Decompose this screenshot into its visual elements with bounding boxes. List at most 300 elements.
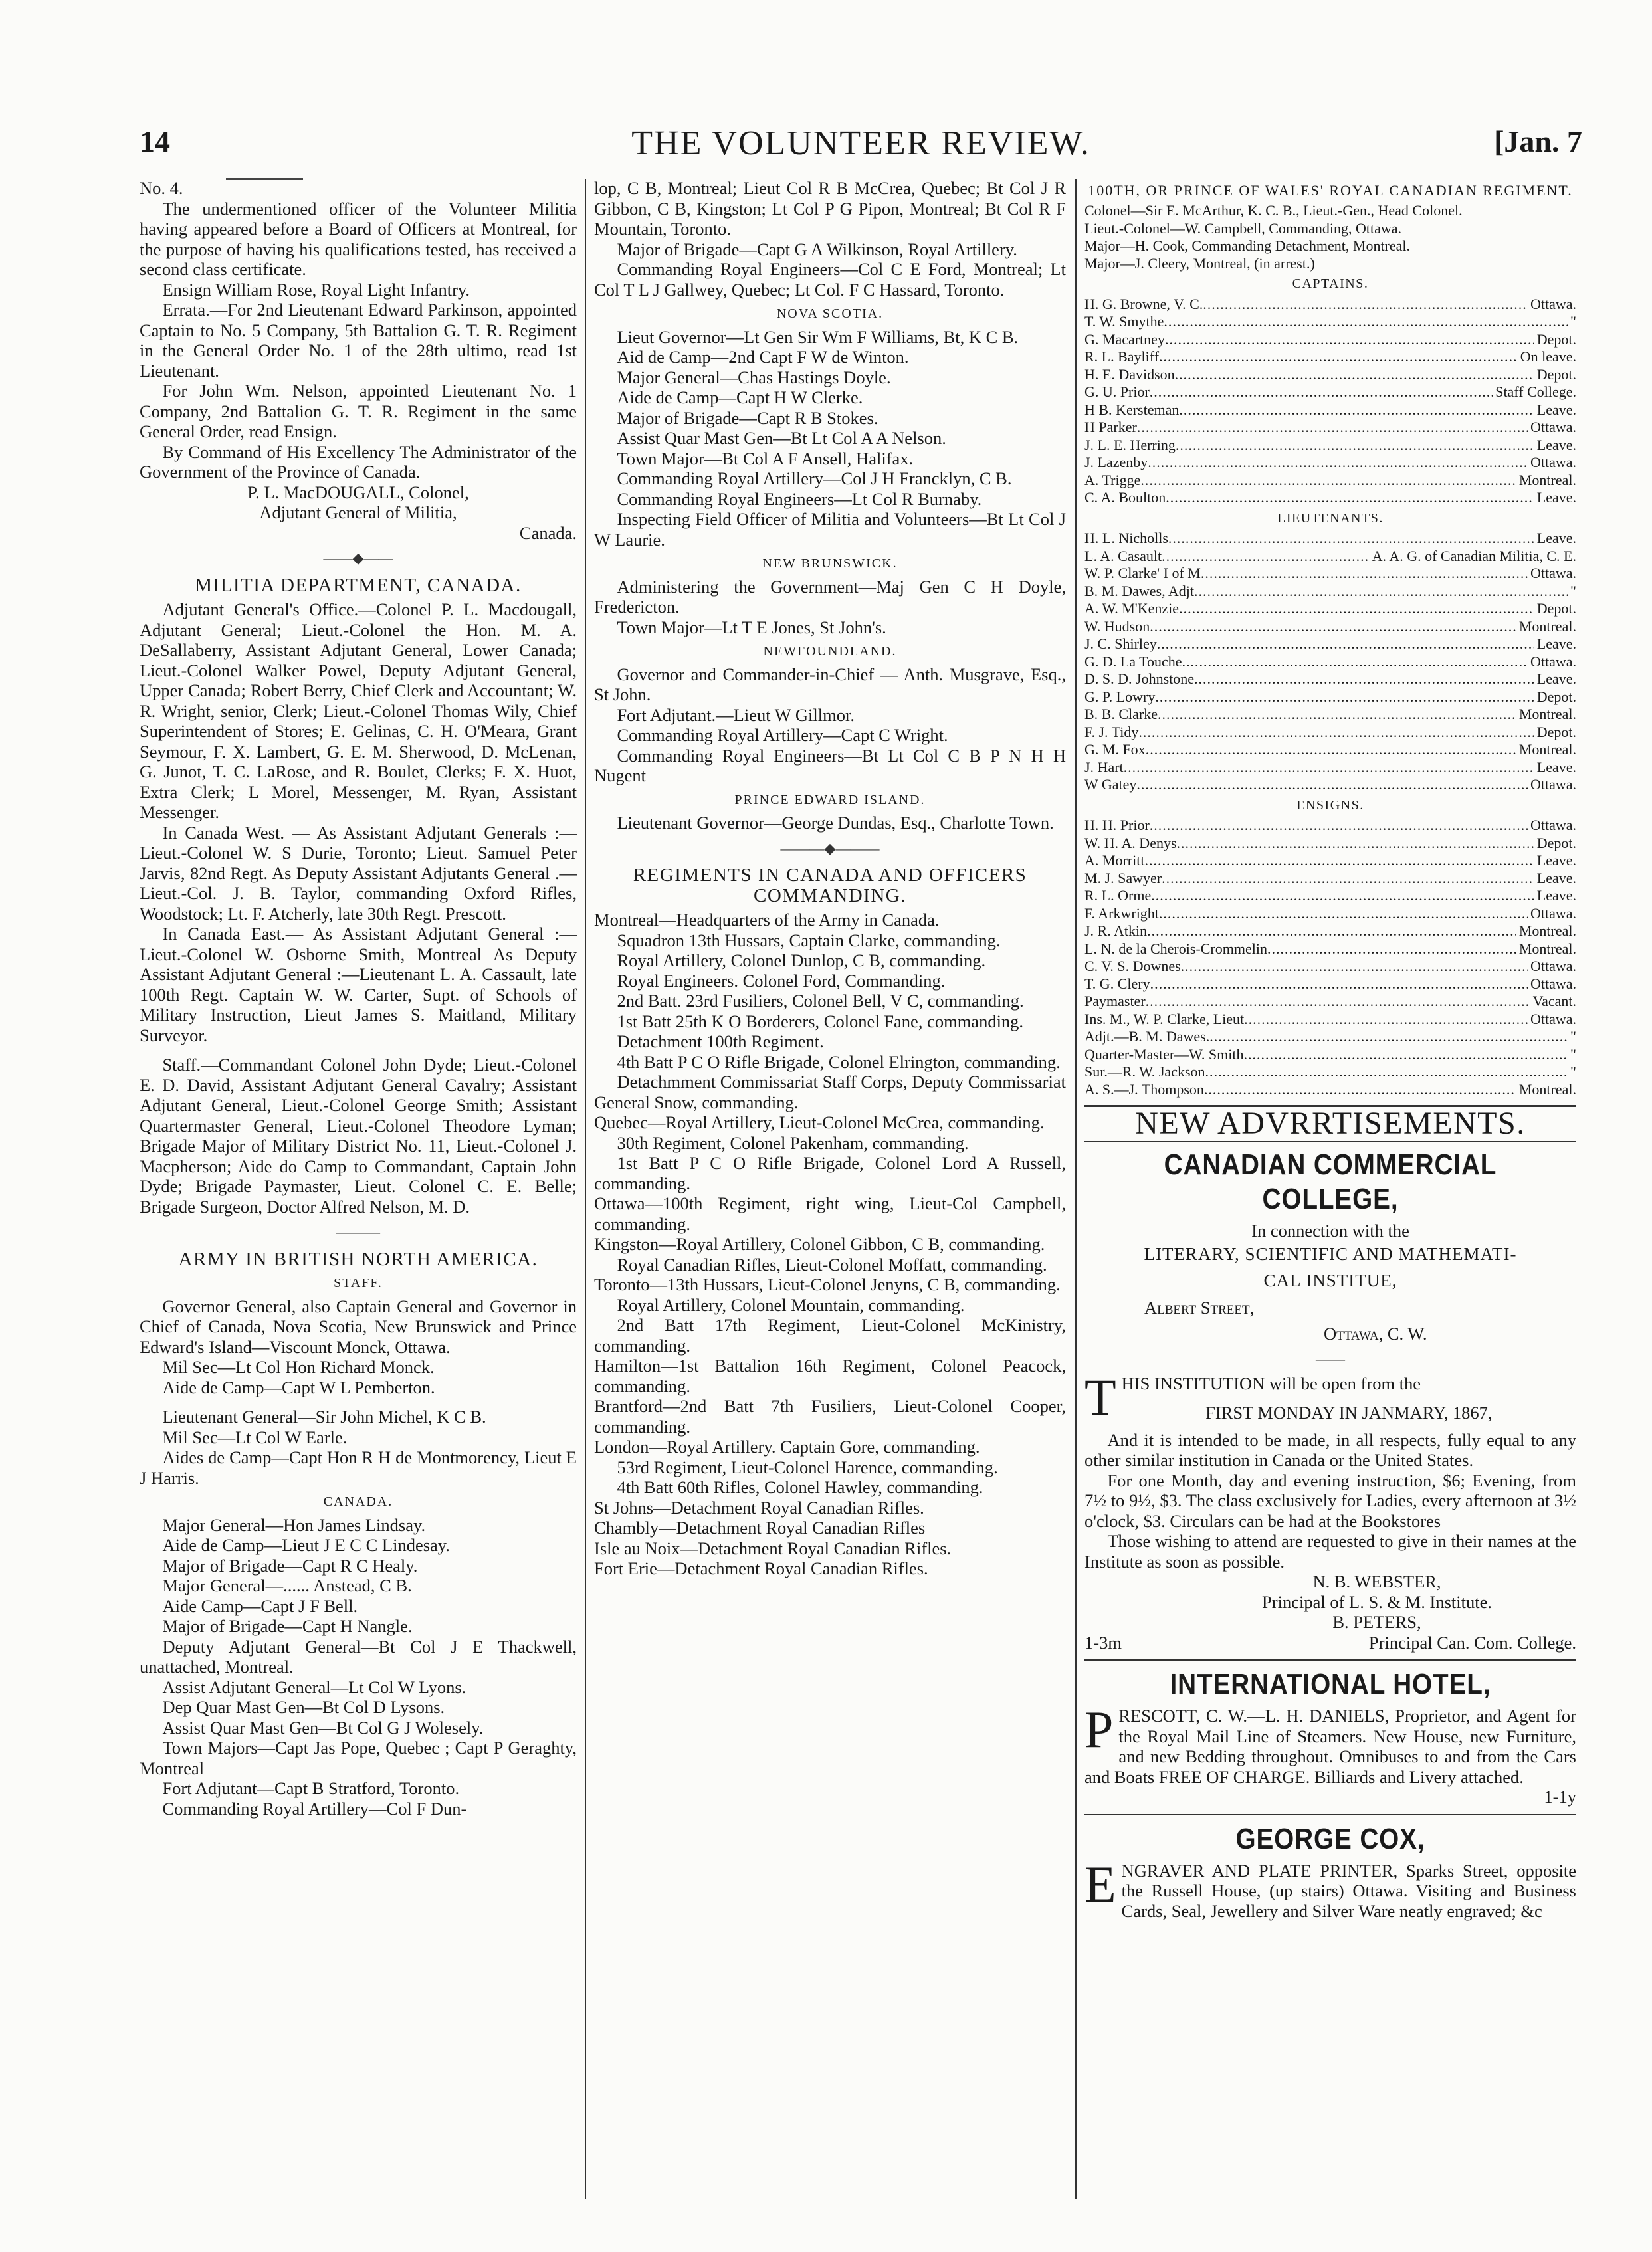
- entry: Ottawa—100th Regiment, right wing, Lieut-Col Campbell, commanding.: [594, 1193, 1066, 1234]
- officer-station: Ottawa.: [1530, 776, 1576, 793]
- entry: Aide de Camp—Capt H W Clerke.: [617, 387, 863, 407]
- leader-dots: [1168, 530, 1534, 548]
- entry: Governor and Commander-in-Chief — Anth. Musgrave, Esq., St John.: [594, 664, 1066, 704]
- officer-station: Leave.: [1536, 887, 1576, 904]
- divider: ———: [336, 1223, 380, 1240]
- officer-name: H. G. Browne, V. C.: [1084, 295, 1203, 312]
- officer-name: G. M. Fox: [1084, 741, 1146, 758]
- lieutenants-list: [1084, 530, 1576, 794]
- entry: Aid de Camp—2nd Capt F W de Winton.: [617, 347, 909, 367]
- officer-name: L. N. de la Cherois-Crommelin: [1084, 940, 1267, 957]
- paragraph: Ensign William Rose, Royal Light Infantry.: [162, 279, 470, 300]
- entry: Town Major—Bt Col A F Ansell, Halifax.: [617, 448, 914, 468]
- officer-name: C. V. S. Downes: [1084, 958, 1181, 974]
- officer-station: Ottawa.: [1530, 975, 1576, 992]
- officer-name: Adjt.—B. M. Dawes.: [1084, 1028, 1210, 1045]
- entry: Major—H. Cook, Commanding Detachment, Montreal.: [1084, 237, 1411, 254]
- column-3: [1084, 178, 1576, 2199]
- entry: Lieutenant Governor—George Dundas, Esq., Charlotte Town.: [617, 813, 1054, 833]
- divider: [1084, 1659, 1576, 1661]
- officer-name: B. M. Dawes, Adjt: [1084, 582, 1194, 599]
- leader-dots: [1146, 993, 1530, 1011]
- roster-row: [1084, 975, 1576, 993]
- leader-dots: [1150, 383, 1493, 401]
- leader-dots: [1176, 437, 1534, 455]
- officer-station: Leave.: [1536, 670, 1576, 687]
- officer-name: Quarter-Master—W. Smith: [1084, 1045, 1244, 1063]
- entry: Major of Brigade—Capt R C Healy.: [162, 1555, 418, 1576]
- officer-name: F. J. Tidy: [1084, 723, 1139, 740]
- officer-name: A. W. M'Kenzie: [1084, 600, 1180, 617]
- leader-dots: [1164, 313, 1568, 331]
- officer-station: Leave.: [1536, 758, 1576, 775]
- officer-station: Ottawa.: [1530, 419, 1576, 435]
- roster-row: [1084, 759, 1576, 777]
- entry: Royal Canadian Rifles, Lieut-Colonel Moffatt, commanding.: [617, 1254, 1047, 1275]
- officer-station: Leave.: [1536, 401, 1576, 418]
- officer-station: Ottawa.: [1530, 295, 1576, 312]
- roster-row: [1084, 958, 1576, 975]
- officer-station: Ottawa.: [1530, 958, 1576, 974]
- officer-station: Vacant.: [1532, 993, 1576, 1009]
- leader-dots: [1179, 600, 1534, 618]
- entry: Royal Engineers. Colonel Ford, Commanding.: [617, 970, 946, 991]
- entry: 30th Regiment, Colonel Pakenham, commanding.: [617, 1132, 969, 1153]
- officer-name: J. R. Atkin: [1084, 922, 1148, 939]
- leader-dots: [1166, 489, 1534, 507]
- entry: Lieutenant General—Sir John Michel, K C B.: [162, 1407, 486, 1427]
- entry: St Johns—Detachment Royal Canadian Rifles.: [594, 1497, 924, 1518]
- paragraph: lop, C B, Montreal; Lieut Col R B McCrea, Quebec; Bt Col J R Gibbon, C B, Kingston; Lt Col P G Pipon, Montreal; Bt Col R F Mountain, Toronto.: [594, 178, 1066, 239]
- officer-station: Ottawa.: [1530, 904, 1576, 922]
- entry: Montreal—Headquarters of the Army in Canada.: [594, 910, 940, 930]
- officer-name: H. H. Prior: [1084, 817, 1150, 833]
- drop-cap: T: [1084, 1368, 1116, 1426]
- roster-row: [1084, 419, 1576, 437]
- roster-row: [1084, 583, 1576, 601]
- leader-dots: [1209, 1028, 1568, 1046]
- entry: Brantford—2nd Batt 7th Fusiliers, Lieut-Colonel Cooper, commanding.: [594, 1396, 1066, 1437]
- roster-row: [1084, 1081, 1576, 1099]
- leader-dots: [1144, 852, 1534, 870]
- officer-station: Staff College.: [1495, 383, 1576, 400]
- leader-dots: [1204, 1081, 1516, 1099]
- officer-station: Ottawa.: [1530, 454, 1576, 470]
- paragraph: Errata.—For 2nd Lieutenant Edward Parkinson, appointed Captain to No. 5 Company, 5th Battalion G. T. R. Regiment in the General Order No. 1 of the 28th ultimo, read 1st Lieutenant.: [140, 300, 577, 381]
- subsection-heading: CANADA.: [323, 1494, 393, 1509]
- entry: Commanding Royal Engineers—Col C E Ford, Montreal; Lt Col T L J Gallwey, Quebec; Lt Col. F C Hassard, Toronto.: [594, 259, 1066, 300]
- officer-station: Montreal.: [1518, 741, 1576, 758]
- newspaper-title: THE VOLUNTEER REVIEW.: [631, 124, 1090, 162]
- drop-cap: E: [1084, 1855, 1116, 1913]
- ad-signature: Principal Can. Com. College.: [1368, 1632, 1576, 1653]
- leader-dots: [1181, 958, 1528, 975]
- entry: 2nd Batt 17th Regiment, Lieut-Colonel McKinistry, commanding.: [594, 1315, 1066, 1356]
- officer-header-list: [1084, 202, 1576, 1098]
- new-advertisements-heading: NEW ADVRRTISEMENTS.: [1084, 1105, 1576, 1142]
- officer-name: Sur.—R. W. Jackson: [1084, 1063, 1205, 1080]
- leader-dots: [1150, 975, 1528, 993]
- officer-station: Montreal.: [1518, 1080, 1576, 1098]
- entry: 2nd Batt. 23rd Fusiliers, Colonel Bell, V C, commanding.: [617, 991, 1024, 1011]
- leader-dots: [1179, 401, 1534, 419]
- officer-station: Leave.: [1536, 489, 1576, 506]
- leader-dots: [1150, 618, 1516, 636]
- roster-row: [1084, 670, 1576, 688]
- entry: Commanding Royal Engineers—Bt Lt Col C B P N H H Nugent: [594, 745, 1066, 785]
- column-1: [140, 178, 577, 2199]
- entry: Commanding Royal Artillery—Capt C Wright.: [617, 725, 948, 745]
- entry: Major of Brigade—Capt H Nangle.: [162, 1616, 413, 1636]
- leader-dots: [1162, 870, 1534, 888]
- roster-row: [1084, 870, 1576, 888]
- ad-signature: B. PETERS,: [1332, 1612, 1421, 1632]
- officer-name: L. A. Casault: [1084, 547, 1162, 564]
- officer-name: C. A. Boulton: [1084, 489, 1166, 506]
- leader-dots: [1182, 653, 1528, 671]
- roster-row: [1084, 331, 1576, 349]
- captains-list: [1084, 296, 1576, 507]
- roster-row: [1084, 922, 1576, 940]
- ensigns-list: [1084, 817, 1576, 1098]
- ad-line: CAL INSTITUE,: [1263, 1271, 1397, 1290]
- roster-row: [1084, 940, 1576, 958]
- officer-station: Leave.: [1536, 852, 1576, 869]
- officer-name: H. L. Nicholls: [1084, 530, 1168, 546]
- leader-dots: [1157, 635, 1534, 653]
- roster-row: [1084, 489, 1576, 507]
- entry: Fort Adjutant.—Lieut W Gillmor.: [617, 704, 855, 725]
- subsection-heading: STAFF.: [334, 1276, 383, 1290]
- list-heading: CAPTAINS.: [1292, 276, 1369, 291]
- leader-dots: [1124, 759, 1534, 777]
- officer-station: Montreal.: [1518, 922, 1576, 939]
- leader-dots: [1194, 670, 1534, 688]
- roster-row: [1084, 1063, 1576, 1081]
- ad-line: HIS INSTITUTION will be open from the: [1121, 1373, 1421, 1393]
- roster-row: [1084, 600, 1576, 618]
- entry: Town Major—Lt T E Jones, St John's.: [617, 617, 886, 637]
- entry: 4th Batt P C O Rifle Brigade, Colonel Elrington, commanding.: [617, 1051, 1061, 1072]
- entry: Hamilton—1st Battalion 16th Regiment, Colonel Peacock, commanding.: [594, 1356, 1066, 1396]
- officer-name: J. Lazenby: [1084, 454, 1148, 470]
- column-2: [594, 178, 1066, 2199]
- roster-row: [1084, 1011, 1576, 1029]
- leader-dots: [1175, 366, 1534, 384]
- leader-dots: [1158, 706, 1516, 724]
- entry: Detachment 100th Regiment.: [617, 1031, 824, 1051]
- drop-cap: P: [1084, 1700, 1114, 1758]
- leader-dots: [1140, 472, 1516, 490]
- officer-name: H Parker: [1084, 419, 1137, 435]
- entry: Mil Sec—Lt Col Hon Richard Monck.: [162, 1357, 435, 1377]
- ad-signature: Principal of L. S. & M. Institute.: [1262, 1591, 1492, 1612]
- officer-station: Depot.: [1536, 600, 1576, 617]
- officer-name: A. S.—J. Thompson: [1084, 1080, 1204, 1098]
- officer-name: J. L. E. Herring: [1084, 436, 1176, 453]
- column-divider: [585, 179, 586, 2199]
- officer-name: J. C. Shirley: [1084, 635, 1157, 652]
- entry: 4th Batt 60th Rifles, Colonel Hawley, commanding.: [617, 1477, 983, 1497]
- officer-station: Leave.: [1536, 436, 1576, 453]
- roster-row: [1084, 724, 1576, 742]
- officer-name: Ins. M., W. P. Clarke, Lieut: [1084, 1010, 1245, 1027]
- ad-line: FIRST MONDAY IN JANMARY, 1867,: [1205, 1403, 1493, 1423]
- issue-date: [Jan. 7: [1494, 124, 1582, 158]
- leader-dots: [1147, 922, 1516, 940]
- leader-dots: [1138, 724, 1534, 742]
- entry: Assist Adjutant General—Lt Col W Lyons.: [162, 1677, 466, 1697]
- leader-dots: [1243, 1046, 1568, 1064]
- officer-station: Leave.: [1536, 530, 1576, 546]
- roster-row: [1084, 835, 1576, 853]
- entry: Commanding Royal Engineers—Lt Col R Burnaby.: [617, 488, 982, 509]
- officer-name: Paymaster: [1084, 993, 1146, 1009]
- officer-name: R. L. Bayliff: [1084, 348, 1160, 365]
- roster-row: [1084, 472, 1576, 490]
- entry: Aide de Camp—Capt W L Pemberton.: [162, 1377, 435, 1397]
- leader-dots: [1267, 940, 1516, 958]
- entry: Colonel—Sir E. McArthur, K. C. B., Lieut.-Gen., Head Colonel.: [1084, 202, 1463, 219]
- subsection-heading: PRINCE EDWARD ISLAND.: [734, 792, 926, 807]
- leader-dots: [1155, 688, 1534, 706]
- officer-name: W. H. A. Denys: [1084, 834, 1177, 851]
- paragraph: Staff.—Commandant Colonel John Dyde; Lieut.-Colonel E. D. David, Assistant Adjutant General Cavalry; Assistant Adjutant General, Lieut.-Colonel George Smith; Assistant Quartermaster General, Lieut.-Colonel Theodore Lyman; Brigade Major of Military District No. 11, Lieut.-Colonel J. Macpherson; Aide do Camp to Commandant, Captain John Dyde; Brigade Paymaster, Lieut. Colonel C. E. Belle; Brigade Surgeon, Doctor Alfred Nelson, M. D.: [140, 1055, 577, 1217]
- leader-dots: [1203, 296, 1528, 314]
- officer-station: Ottawa.: [1530, 653, 1576, 670]
- ad-code: 1-3m: [1084, 1632, 1122, 1653]
- ad-heading: GEORGE COX,: [1235, 1822, 1425, 1855]
- roster-row: [1084, 776, 1576, 794]
- entry: Administering the Government—Maj Gen C H Doyle, Fredericton.: [594, 576, 1066, 617]
- officer-station: Depot.: [1536, 688, 1576, 705]
- entry: Commanding Royal Artillery—Col J H Francklyn, C B.: [617, 468, 1012, 488]
- leader-dots: [1150, 817, 1528, 835]
- ad-paragraph: For one Month, day and evening instruction, $6; Evening, from 7½ to 9½, $3. The class exclusively for Ladies, every afternoon at 3½ o'clock, $3. Circulars can be had at the Bookstores: [1084, 1470, 1576, 1531]
- roster-row: [1084, 401, 1576, 419]
- officer-name: W Gatey: [1084, 776, 1137, 793]
- officer-station: Montreal.: [1518, 706, 1576, 722]
- officer-name: G. P. Lowry: [1084, 688, 1156, 705]
- ornamental-divider: ——◆——: [323, 550, 393, 566]
- entry: London—Royal Artillery. Captain Gore, commanding.: [594, 1437, 980, 1457]
- roster-row: [1084, 852, 1576, 870]
- order-number: No. 4.: [140, 178, 183, 198]
- section-heading: REGIMENTS IN CANADA AND OFFICERS COMMANDING.: [633, 865, 1027, 906]
- ad-line: In connection with the: [1251, 1220, 1409, 1241]
- paragraph: Governor General, also Captain General and Governor in Chief of Canada, Nova Scotia, New Brunswick and Prince Edward's Island—Viscount Monck, Ottawa.: [140, 1296, 577, 1357]
- officer-station: Montreal.: [1518, 940, 1576, 957]
- roster-row: [1084, 454, 1576, 472]
- ad-line: LITERARY, SCIENTIFIC AND MATHEMATI-: [1144, 1244, 1517, 1264]
- divider: [1084, 1814, 1576, 1815]
- roster-row: [1084, 313, 1576, 331]
- officer-name: W. P. Clarke' I of M: [1084, 565, 1201, 581]
- entry: Royal Artillery, Colonel Dunlop, C B, commanding.: [617, 950, 986, 970]
- leader-dots: [1146, 741, 1516, 759]
- officer-name: F. Arkwright: [1084, 904, 1159, 922]
- officer-station: Ottawa.: [1530, 817, 1576, 833]
- entry: Major of Brigade—Capt G A Wilkinson, Royal Artillery.: [617, 239, 1017, 259]
- roster-row: [1084, 688, 1576, 706]
- roster-row: [1084, 905, 1576, 923]
- signature-place: Canada.: [519, 522, 577, 543]
- subsection-heading: NEW BRUNSWICK.: [762, 556, 898, 571]
- officer-name: G. D. La Touche: [1084, 653, 1182, 670]
- roster-row: [1084, 706, 1576, 724]
- divider: ——: [1316, 1350, 1345, 1367]
- entry: 1st Batt P C O Rifle Brigade, Colonel Lord A Russell, commanding.: [594, 1153, 1066, 1193]
- entry: 53rd Regiment, Lieut-Colonel Harence, commanding.: [617, 1457, 998, 1477]
- subsection-heading: NOVA SCOTIA.: [776, 306, 884, 321]
- paragraph: In Canada West. — As Assistant Adjutant Generals :—Lieut.-Colonel W. S Durie, Toronto; Lieut. Samuel Peter Jarvis, 82nd Regt. As Deputy Assistant Adjutants General .—Lieut.-Col. J. B. Taylor, commanding Oxford Rifles, Woodstock; Lt. F. Atcherly, late 30th Regt. Prescott.: [140, 822, 577, 924]
- ornamental-divider: ———◆———: [780, 839, 880, 857]
- roster-row: [1084, 437, 1576, 455]
- leader-dots: [1151, 887, 1534, 905]
- officer-station: Depot.: [1536, 834, 1576, 851]
- roster-row: [1084, 653, 1576, 671]
- entry: Assist Quar Mast Gen—Bt Lt Col A A Nelson.: [617, 428, 946, 448]
- officer-station: ": [1570, 582, 1576, 599]
- roster-row: [1084, 817, 1576, 835]
- leader-dots: [1194, 583, 1568, 601]
- officer-name: H B. Kersteman: [1084, 401, 1180, 418]
- leader-dots: [1136, 776, 1528, 794]
- entry: Aide de Camp—Lieut J E C C Lindesay.: [162, 1535, 450, 1555]
- ad-heading: CANADIAN COMMERCIAL COLLEGE,: [1164, 1148, 1497, 1215]
- officer-station: Leave.: [1536, 635, 1576, 652]
- ad-paragraph: Those wishing to attend are requested to give in their names at the Institute as soon as possible.: [1084, 1531, 1576, 1572]
- subsection-heading: NEWFOUNDLAND.: [763, 644, 897, 659]
- entry: Major General—Chas Hastings Doyle.: [617, 367, 891, 387]
- signature-title: Adjutant General of Militia,: [259, 502, 457, 522]
- entry: Fort Adjutant—Capt B Stratford, Toronto.: [162, 1778, 460, 1798]
- officer-station: Leave.: [1536, 869, 1576, 886]
- entry: Quebec—Royal Artillery, Lieut-Colonel McCrea, commanding.: [594, 1112, 1045, 1132]
- ad-paragraph: And it is intended to be made, in all respects, fully equal to any other similar institution in Canada or the United States.: [1084, 1429, 1576, 1470]
- entry: Aides de Camp—Capt Hon R H de Montmorency, Lieut E J Harris.: [140, 1447, 577, 1488]
- page-header: [140, 124, 1582, 170]
- roster-row: [1084, 741, 1576, 759]
- leader-dots: [1159, 905, 1528, 923]
- roster-row: [1084, 530, 1576, 548]
- ad-line: Ottawa, C. W.: [1324, 1323, 1427, 1344]
- entry: Deputy Adjutant General—Bt Col J E Thackwell, unattached, Montreal.: [140, 1636, 577, 1677]
- officer-station: Montreal.: [1518, 617, 1576, 635]
- paragraph: The undermentioned officer of the Volunteer Militia having appeared before a Board of Officers at Montreal, for the purpose of having his qualifications tested, has received a second class certificate.: [140, 198, 577, 279]
- officer-station: Ottawa.: [1530, 565, 1576, 581]
- entry: Major of Brigade—Capt R B Stokes.: [617, 407, 878, 428]
- ad-heading: INTERNATIONAL HOTEL,: [1170, 1668, 1491, 1700]
- officer-name: T. G. Clery: [1084, 975, 1150, 992]
- paragraph: In Canada East.— As Assistant Adjutant General :—Lieut.-Colonel W. Osborne Smith, Montreal As Deputy Assistant Adjutant General :—Lieutenant L. A. Cassault, late 100th Regt. Captain W. W. Carter, Supt. of Schools of Military Instruction, Lieut James S. Maitland, Military Surveyor.: [140, 924, 577, 1045]
- entry: Lieut.-Colonel—W. Campbell, Commanding, Ottawa.: [1084, 219, 1402, 237]
- roster-row: [1084, 635, 1576, 653]
- roster-row: [1084, 1046, 1576, 1064]
- entry: 1st Batt 25th K O Borderers, Colonel Fane, commanding.: [617, 1011, 1024, 1031]
- entry: Kingston—Royal Artillery, Colonel Gibbon, C B, commanding.: [594, 1234, 1045, 1254]
- entry: Assist Quar Mast Gen—Bt Col G J Wolesely.: [162, 1717, 484, 1738]
- entry: Fort Erie—Detachment Royal Canadian Rifles.: [594, 1558, 928, 1578]
- officer-name: W. Hudson: [1084, 617, 1150, 635]
- officer-station: ": [1570, 1045, 1576, 1063]
- officer-station: Depot.: [1536, 365, 1576, 383]
- leader-dots: [1205, 1063, 1568, 1081]
- officer-station: ": [1570, 1063, 1576, 1080]
- officer-station: Montreal.: [1518, 471, 1576, 488]
- officer-name: J. Hart: [1084, 758, 1124, 775]
- officer-name: A. Trigge: [1084, 471, 1141, 488]
- roster-row: [1084, 618, 1576, 636]
- leader-dots: [1148, 454, 1528, 472]
- leader-dots: [1177, 835, 1534, 853]
- entry: Detachmment Commissariat Staff Corps, Deputy Commissariat General Snow, commanding.: [594, 1072, 1066, 1112]
- entry: Aide Camp—Capt J F Bell.: [162, 1595, 358, 1616]
- roster-row: [1084, 565, 1576, 583]
- officer-station: Ottawa.: [1530, 1010, 1576, 1027]
- roster-row: [1084, 296, 1576, 314]
- officer-name: G. Macartney: [1084, 330, 1165, 348]
- leader-dots: [1159, 348, 1518, 366]
- paragraph: By Command of His Excellency The Administrator of the Government of the Province of Canada.: [140, 441, 577, 482]
- leader-dots: [1201, 565, 1528, 583]
- column-divider: [1075, 179, 1077, 2199]
- ad-paragraph: NGRAVER AND PLATE PRINTER, Sparks Street, opposite the Russell House, (up stairs) Ottawa. Visiting and Business Cards, Seal, Jewellery and Silver Ware neatly engraved; &c: [1121, 1860, 1576, 1921]
- entry: Dep Quar Mast Gen—Bt Col D Lysons.: [162, 1697, 445, 1717]
- entry: Major—J. Cleery, Montreal, (in arrest.): [1084, 255, 1315, 272]
- signature-name: P. L. MacDOUGALL, Colonel,: [247, 482, 469, 502]
- leader-dots: [1165, 331, 1534, 349]
- section-heading: ARMY IN BRITISH NORTH AMERICA.: [178, 1248, 538, 1270]
- entry: Inspecting Field Officer of Militia and Volunteers—Bt Lt Col J W Laurie.: [594, 509, 1066, 550]
- roster-row: [1084, 887, 1576, 905]
- officer-station: Depot.: [1536, 723, 1576, 740]
- officer-name: A. Morritt: [1084, 852, 1145, 869]
- entry: Major General—...... Anstead, C B.: [162, 1576, 412, 1595]
- section-heading: 100TH, OR PRINCE OF WALES' ROYAL CANADIAN REGIMENT.: [1088, 182, 1573, 199]
- entry: Mil Sec—Lt Col W Earle.: [162, 1427, 348, 1447]
- entry: Toronto—13th Hussars, Lieut-Colonel Jenyns, C B, commanding.: [594, 1275, 1061, 1294]
- entry: Isle au Noix—Detachment Royal Canadian Rifles.: [594, 1538, 952, 1558]
- officer-name: B. B. Clarke: [1084, 706, 1158, 722]
- paragraph: For John Wm. Nelson, appointed Lieutenant No. 1 Company, 2nd Battalion G. T. R. Regiment in the same General Order, read Ensign.: [140, 381, 577, 441]
- officer-name: T. W. Smythe: [1084, 313, 1164, 330]
- roster-row: [1084, 366, 1576, 384]
- officer-station: ": [1570, 1028, 1576, 1045]
- roster-row: [1084, 993, 1576, 1011]
- leader-dots: [1244, 1011, 1528, 1029]
- leader-dots: [1137, 419, 1528, 437]
- officer-station: A. A. G. of Canadian Militia, C. E.: [1372, 547, 1576, 564]
- section-heading: MILITIA DEPARTMENT, CANADA.: [195, 574, 522, 596]
- roster-row: [1084, 348, 1576, 366]
- entry: Royal Artillery, Colonel Mountain, commanding.: [617, 1294, 965, 1315]
- roster-row: [1084, 383, 1576, 401]
- entry: Commanding Royal Artillery—Col F Dun-: [162, 1798, 467, 1819]
- roster-row: [1084, 548, 1576, 565]
- paragraph: Adjutant General's Office.—Colonel P. L. Macdougall, Adjutant General; Lieut.-Colonel the Hon. M. A. DeSallaberry, Assistant Adjutant General, Lower Canada; Lieut.-Colonel Walker Powel, Deputy Adjutant General, Upper Canada; Robert Berry, Chief Clerk and Accountant; W. R. Wright, senior, Clerk; Lieut.-Colonel Thomas Wily, Chief Superintendent of Stores; E. Gelinas, C. H. O'Meara, Grant Seymour, F. X. Lambert, G. E. M. Sherwood, D. McLenan, G. Junot, T. C. LaRose, and R. Boulet, Clerks; F. X. Huot, Extra Clerk; L Morel, Messenger, M. Ryan, Assistant Messenger.: [140, 599, 577, 822]
- entry: Major General—Hon James Lindsay.: [162, 1514, 426, 1535]
- ad-paragraph: RESCOTT, C. W.—L. H. DANIELS, Proprietor, and Agent for the Royal Mail Line of Steamers. New House, new Furniture, and new Bedding throughout. Omnibuses to and from the Cars and Boats FREE OF CHARGE. Billiards and Livery attached.: [1084, 1706, 1576, 1787]
- officer-station: Depot.: [1536, 330, 1576, 348]
- officer-station: On leave.: [1520, 348, 1576, 365]
- entry: Town Majors—Capt Jas Pope, Quebec ; Capt P Geraghty, Montreal: [140, 1738, 577, 1778]
- list-heading: LIEUTENANTS.: [1277, 510, 1384, 526]
- officer-name: R. L. Orme: [1084, 887, 1152, 904]
- entry: Lieut Governor—Lt Gen Sir Wm F Williams, Bt, K C B.: [617, 326, 1019, 347]
- officer-station: ": [1570, 313, 1576, 330]
- list-heading: ENSIGNS.: [1296, 797, 1364, 813]
